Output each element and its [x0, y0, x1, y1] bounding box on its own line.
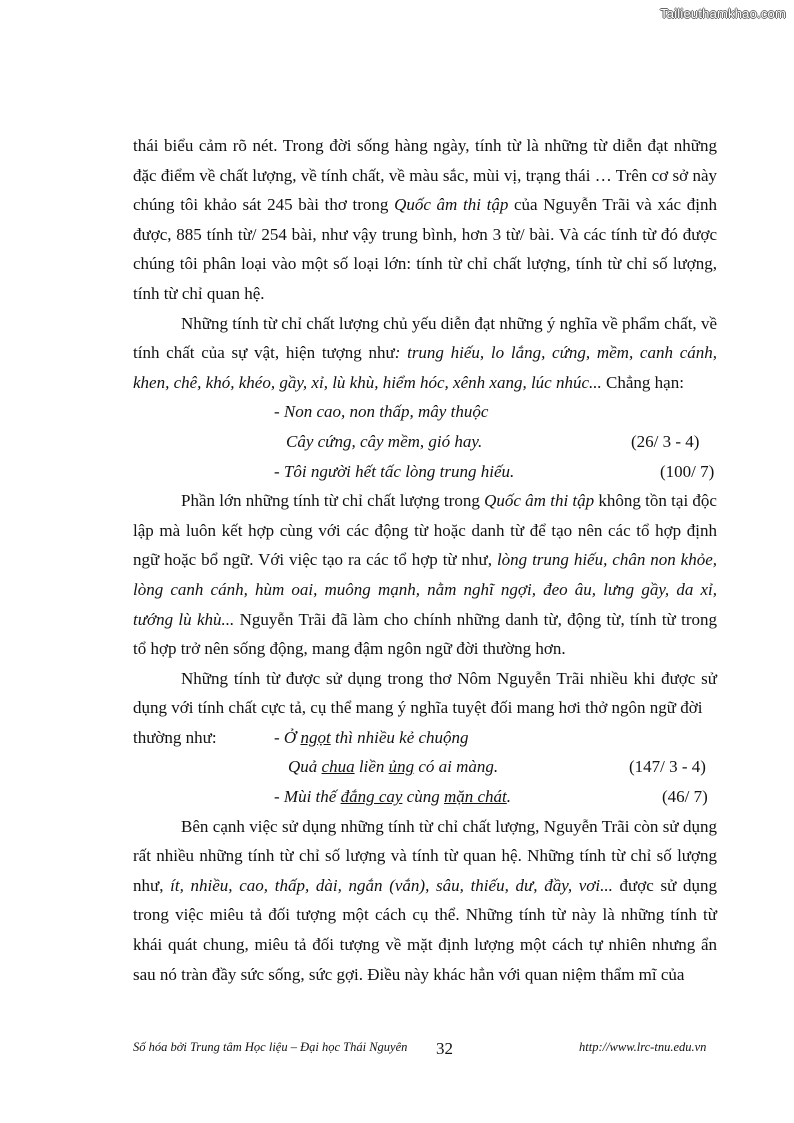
verse-2 [133, 457, 717, 487]
paragraph-text: thường như: [133, 727, 217, 747]
verse-text [274, 782, 511, 812]
paragraph-text: Bên cạnh việc sử dụng những tính từ chỉ chất lượng, Nguyễn Trãi còn sử dụng rất nhiều những tính từ chỉ số lượng và tính từ quan hệ. Những tính từ chỉ số lượng như, [133, 816, 717, 895]
paragraph-5 [133, 812, 717, 990]
paragraph-text: Phần lớn những tính từ chỉ chất lượng trong [181, 491, 485, 511]
underlined-word: đắng cay [340, 787, 403, 807]
verse-fragment: cùng [402, 787, 444, 807]
paragraph-1 [133, 131, 717, 309]
verse-fragment: có ai màng. [414, 757, 499, 777]
verse-fragment: - Ở [274, 727, 301, 747]
page-footer [133, 1040, 733, 1064]
book-title: Quốc âm thi tập [484, 491, 595, 511]
verse-4 [133, 782, 717, 812]
examples-italic: ít, nhiều, cao, thấp, dài, ngắn (vắn), sâu, thiếu, dư, đầy, vơi... [170, 875, 613, 895]
footer-url: http://www.lrc-tnu.edu.vn [579, 1040, 707, 1054]
verse-3-line-1 [133, 723, 717, 753]
paragraph-text: thái biểu cảm rõ nét. Trong đời sống hàng ngày, tính từ là những từ diễn đạt những đặc điểm về chất lượng, về tính chất, về màu sắc, mùi vị, trạng thái … Trên cơ sở này chúng tôi khảo sát 245 bài thơ trong [133, 136, 717, 215]
examples-italic: lòng trung hiếu, chân non khỏe, lòng canh cánh, hùm oai, muông mạnh, nằm nghĩ ngợi, đeo âu, lưng gầy, da xỉ, tướng lù khù... [133, 550, 717, 629]
paragraph-text: Chẳng hạn: [601, 372, 684, 392]
verse-reference: (46/ 7) [662, 787, 708, 807]
paragraph-text: Những tính từ chỉ chất lượng chủ yếu diễn đạt những ý nghĩa về phẩm chất, về tính chất của sự vật, hiện tượng như [133, 313, 717, 363]
footer-source: Số hóa bởi Trung tâm Học liệu – Đại học Thái Nguyên [133, 1040, 408, 1054]
underlined-word: mặn chát [443, 787, 507, 807]
underlined-word: ủng [388, 757, 415, 777]
paragraph-text: không tồn tại độc lập mà luôn kết hợp cùng với các động từ hoặc danh từ để tạo nên các tổ hợp định ngữ hoặc bổ ngữ. Với việc tạo ra các tổ hợp từ như, [133, 491, 717, 570]
verse-fragment: liền [354, 757, 389, 777]
paragraph-text: của Nguyễn Trãi và xác định được, 885 tính từ/ 254 bài, như vậy trung bình, hơn 3 từ/ bài. Và các tính từ đó được chúng tôi phân loại vào một số loại lớn: tính từ chỉ chất lượng, tính từ chỉ số lượng, tính từ chỉ quan hệ. [133, 195, 717, 303]
verse-3-line-2 [133, 752, 717, 782]
verse-fragment: thì nhiều kẻ chuộng [330, 727, 469, 747]
examples-italic: : trung hiếu, lo lắng, cứng, mềm, canh cánh, khen, chê, khó, khéo, gầy, xỉ, lù khù, hiểm hóc, xênh xang, lúc nhúc... [133, 343, 717, 392]
verse-reference: (147/ 3 - 4) [629, 757, 706, 777]
watermark: Tailieuthamkhao.com [660, 6, 786, 21]
verse-reference: (26/ 3 - 4) [631, 431, 700, 451]
verse-text: - Tôi người hết tấc lòng trung hiếu. [274, 461, 515, 481]
underlined-word: chua [321, 757, 355, 777]
verse-1-line-2 [133, 427, 717, 457]
paragraph-3 [133, 486, 717, 664]
paragraph-text: Những tính từ được sử dụng trong thơ Nôm Nguyễn Trãi nhiều khi được sử dụng với tính chất cực tả, cụ thể mang ý nghĩa tuyệt đối mang hơi thở ngôn ngữ đời [133, 668, 717, 718]
paragraph-text: Nguyễn Trãi đã làm cho chính những danh từ, động từ, tính từ trong tổ hợp trở nên sống động, mang đậm ngôn ngữ đời thường hơn. [133, 609, 717, 659]
paragraph-2 [133, 309, 717, 398]
page-number: 32 [436, 1039, 453, 1058]
book-title: Quốc âm thi tập [394, 195, 509, 215]
paragraph-text: được sử dụng trong việc miêu tả đối tượng một cách cụ thể. Những tính từ này là những tính từ khái quát chung, miêu tả đối tượng về mặt định lượng một cách tự nhiên nhưng ẩn sau nó tràn đầy sức sống, sức gợi. Điều này khác hẳn với quan niệm thẩm mĩ của [133, 875, 717, 984]
underlined-word: ngọt [300, 727, 331, 747]
verse-text: - Non cao, non thấp, mây thuộc [274, 402, 489, 422]
verse-fragment: . [506, 787, 512, 807]
paragraph-4 [133, 664, 717, 723]
verse-fragment: Quả [288, 757, 322, 777]
verse-1-line-1 [133, 397, 717, 427]
document-body [133, 131, 717, 989]
verse-text [288, 752, 498, 782]
verse-fragment: - Mùi thế [274, 787, 341, 807]
verse-reference: (100/ 7) [660, 461, 715, 481]
verse-text: Cây cứng, cây mềm, gió hay. [286, 431, 483, 451]
verse-text [274, 723, 469, 753]
